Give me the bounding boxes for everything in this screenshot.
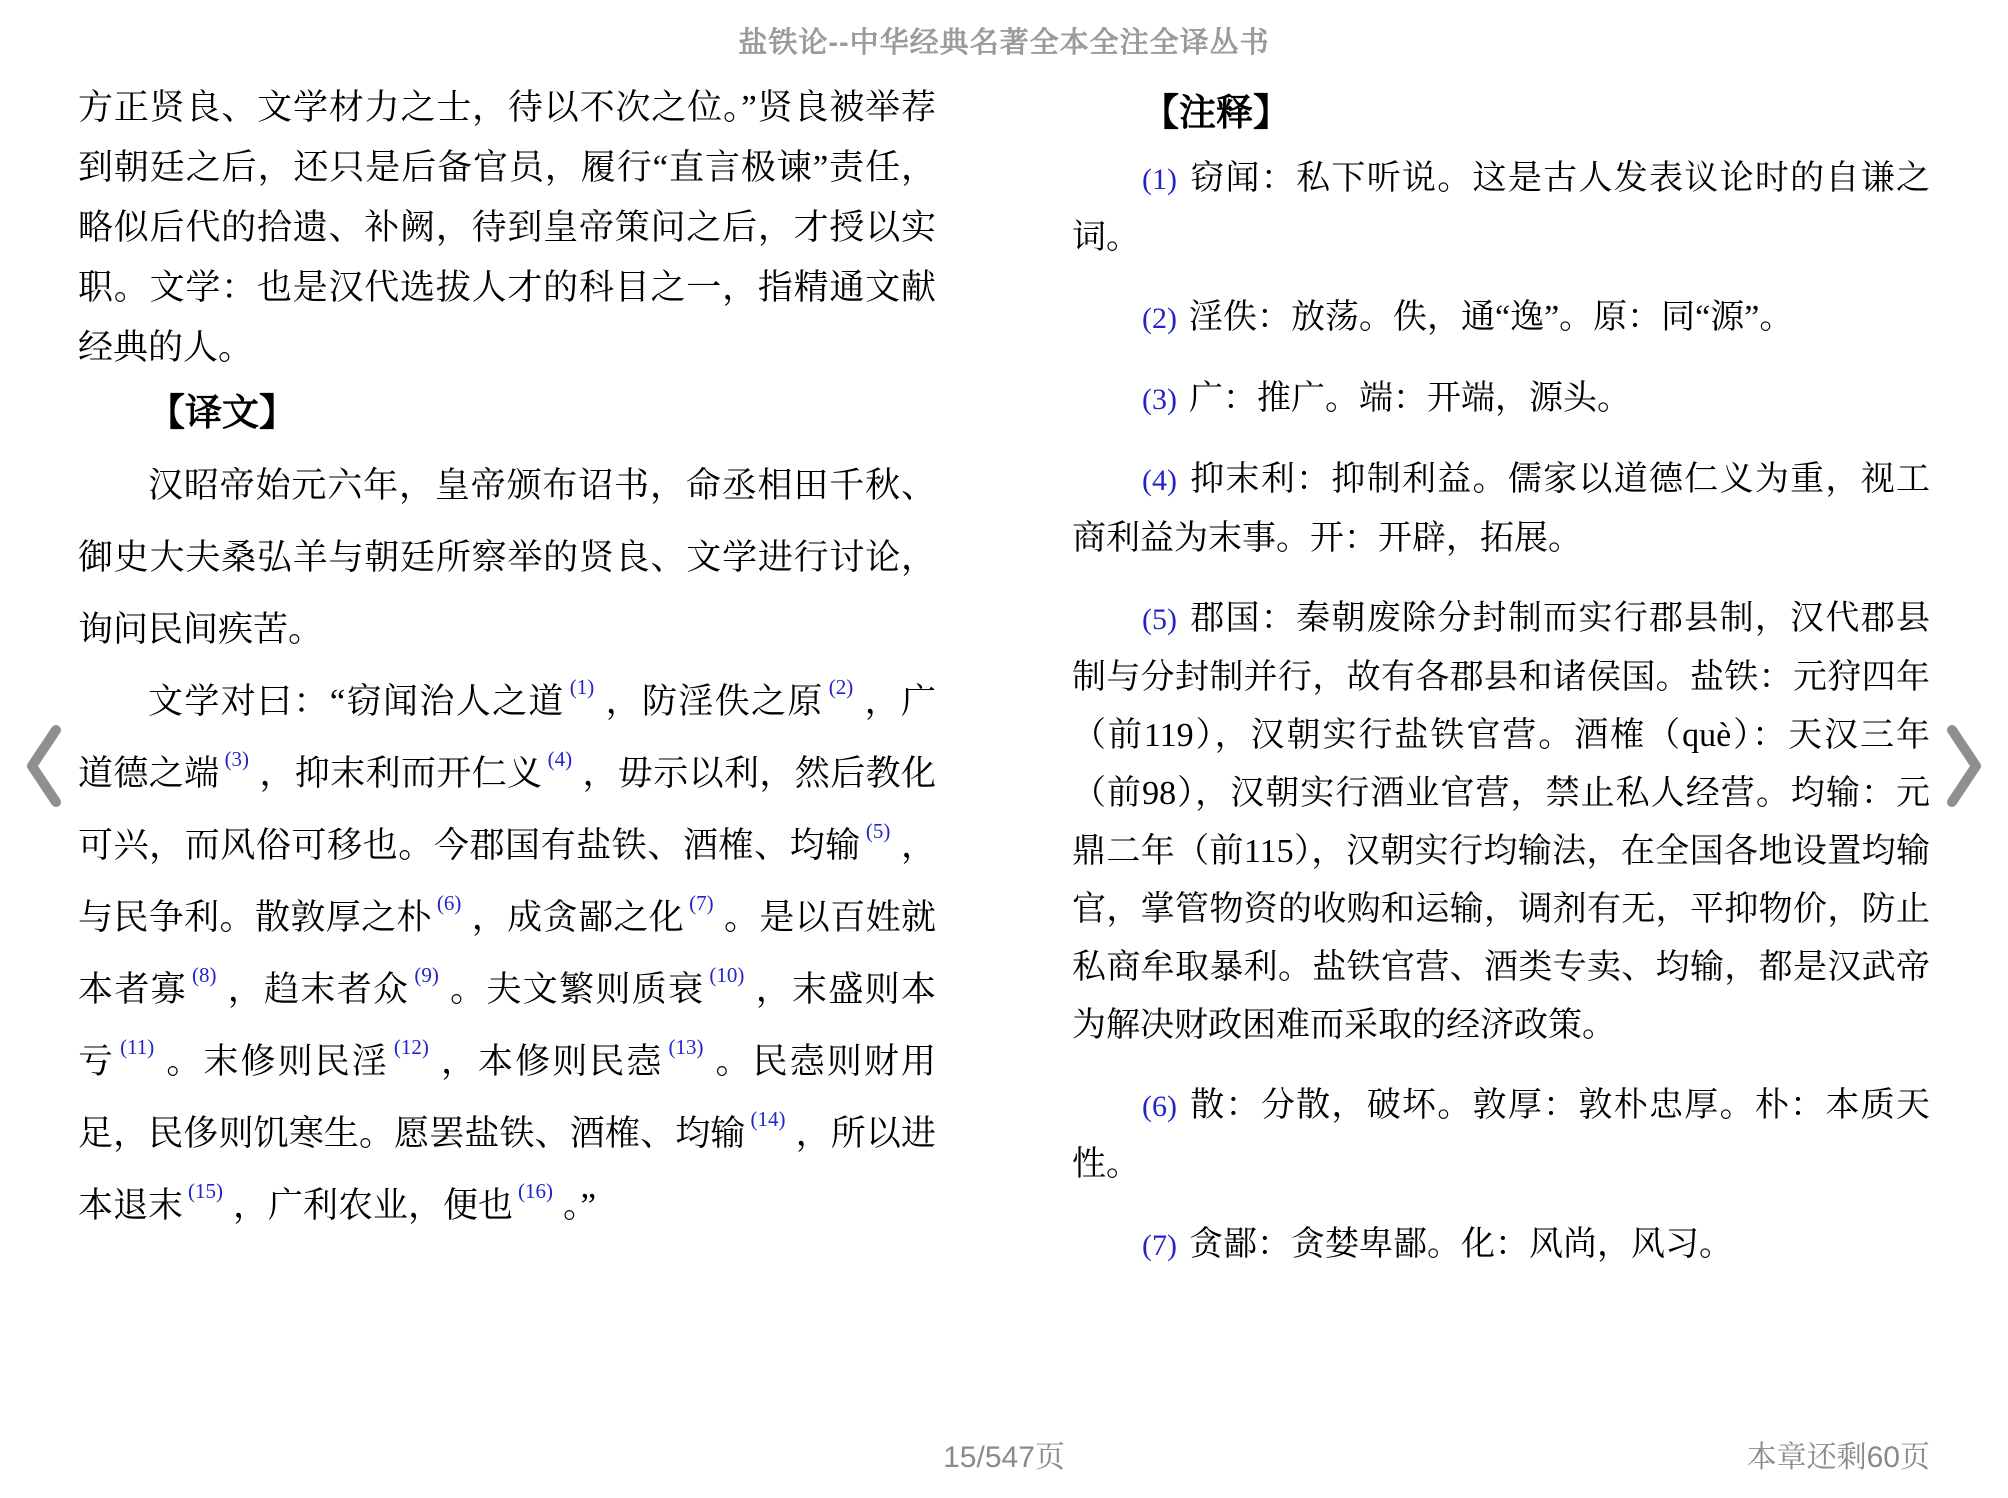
note-reference-superscript[interactable]: (5): [865, 819, 891, 843]
note-reference-superscript[interactable]: (1): [569, 675, 595, 699]
right-column: [1072, 78, 1930, 1275]
annotation-text: 广：推广。端：开端，源头。: [1188, 380, 1631, 417]
note-reference-superscript[interactable]: (10): [709, 963, 745, 987]
note-reference-superscript[interactable]: (3): [224, 747, 250, 771]
annotation-item: [1072, 1216, 1930, 1275]
annotation-number: (2): [1142, 302, 1177, 335]
annotation-text: 淫佚：放荡。佚，通“逸”。原：同“源”。: [1188, 299, 1794, 336]
note-reference-superscript[interactable]: (2): [828, 675, 854, 699]
commentary-continuation-paragraph: 方正贤良、文学材力之士，待以不次之位。”贤良被举荐到朝廷之后，还只是后备官员，履行“直言极谏”责任，略似后代的拾遗、补阙，待到皇帝策问之后，才授以实职。文学：也是汉代选拔人才的科目之一，指精通文献经典的人。: [78, 88, 936, 367]
annotation-text: 散：分散，破坏。敦厚：敦朴忠厚。朴：本质天性。: [1072, 1087, 1930, 1183]
annotation-number: (6): [1142, 1090, 1177, 1123]
annotation-text: 贪鄙：贪婪卑鄙。化：风尚，风习。: [1188, 1226, 1733, 1263]
page-columns: [78, 78, 1930, 1275]
annotation-text: 抑末利：抑制利益。儒家以道德仁义为重，视工商利益为末事。开：开辟，拓展。: [1072, 461, 1930, 557]
chapter-remaining-label: 本章还剩60页: [1746, 1441, 1930, 1474]
note-reference-superscript[interactable]: (8): [191, 963, 217, 987]
annotation-number: (1): [1142, 163, 1177, 196]
original-text-paragraph: 文学对曰：“窃闻治人之道 $^{(1)}$ ，防淫佚之原 $^{(2)}$ ，广道德之端 $^{(3)}$ ，抑末利而开仁义 $^{(4)}$ ，毋示以利，然后教化可兴，而风俗可移也。今郡国有盐铁、酒榷、均输 $^{(5)}$ ，与民争利。散敦厚之朴 $^{(6)}$ ，成贪鄙之化 $^{(7)}$ 。是以百姓就本者寡 $^{(8)}$ ，趋末者众 $^{(9)}$ 。夫文繁则质衰 $^{(10)}$ ，末盛则本亏 $^{(11)}$ 。末修则民淫 $^{(12)}$ ，本修则民悫 $^{(13)}$ 。民悫则财用足，民侈则饥寒生。愿罢盐铁、酒榷、均输 $^{(14)}$ ，所以进本退末 $^{(15)}$ ，广利农业，便也 $^{(16)}$ 。”: [78, 675, 936, 1225]
note-reference-superscript[interactable]: (12): [393, 1035, 429, 1059]
translation-heading: 【译文】: [148, 393, 296, 434]
annotation-number: (3): [1142, 383, 1177, 416]
translation-paragraph: 汉昭帝始元六年，皇帝颁布诏书，命丞相田千秋、御史大夫桑弘羊与朝廷所察举的贤良、文学进行讨论，询问民间疾苦。: [78, 466, 936, 649]
note-reference-superscript[interactable]: (14): [750, 1107, 786, 1131]
annotations-heading: 【注释】: [1142, 93, 1290, 134]
annotation-text: 窃闻：私下听说。这是古人发表议论时的自谦之词。: [1072, 160, 1930, 256]
note-reference-superscript[interactable]: (9): [414, 963, 439, 987]
note-reference-superscript[interactable]: (13): [668, 1035, 704, 1059]
annotations-list: [1072, 150, 1930, 1275]
note-reference-superscript[interactable]: (16): [518, 1179, 554, 1203]
page-indicator: 15/547页: [943, 1441, 1065, 1474]
annotation-item: [1072, 370, 1930, 429]
note-reference-superscript[interactable]: (11): [120, 1035, 155, 1059]
annotation-text: 郡国：秦朝废除分封制而实行郡县制，汉代郡县制与分封制并行，故有各郡县和诸侯国。盐铁：元狩四年（前119），汉朝实行盐铁官营。酒榷（què）：天汉三年（前98），汉朝实行酒业官营，禁止私人经营。均输：元鼎二年（前115），汉朝实行均输法，在全国各地设置均输官，掌管物资的收购和运输，调剂有无，平抑物价，防止私商牟取暴利。盐铁官营、酒类专卖、均输，都是汉武帝为解决财政困难而采取的经济政策。: [1072, 600, 1930, 1044]
annotation-item: [1072, 150, 1930, 267]
next-page-chevron-icon[interactable]: [1940, 722, 1988, 810]
annotation-number: (4): [1142, 464, 1177, 497]
annotation-item: [1072, 289, 1930, 348]
book-title: 盐铁论--中华经典名著全本全注全译丛书: [738, 27, 1270, 59]
note-reference-superscript[interactable]: (4): [547, 747, 573, 771]
note-reference-superscript[interactable]: (6): [436, 891, 462, 915]
note-reference-superscript[interactable]: (15): [188, 1179, 224, 1203]
annotation-number: (7): [1142, 1229, 1177, 1262]
note-reference-superscript[interactable]: (7): [689, 891, 714, 915]
annotation-item: [1072, 451, 1930, 568]
left-column: [78, 78, 936, 1275]
previous-page-chevron-icon[interactable]: [20, 722, 68, 810]
annotation-item: [1072, 1077, 1930, 1194]
annotation-number: (5): [1142, 603, 1177, 636]
annotation-item: [1072, 590, 1930, 1055]
